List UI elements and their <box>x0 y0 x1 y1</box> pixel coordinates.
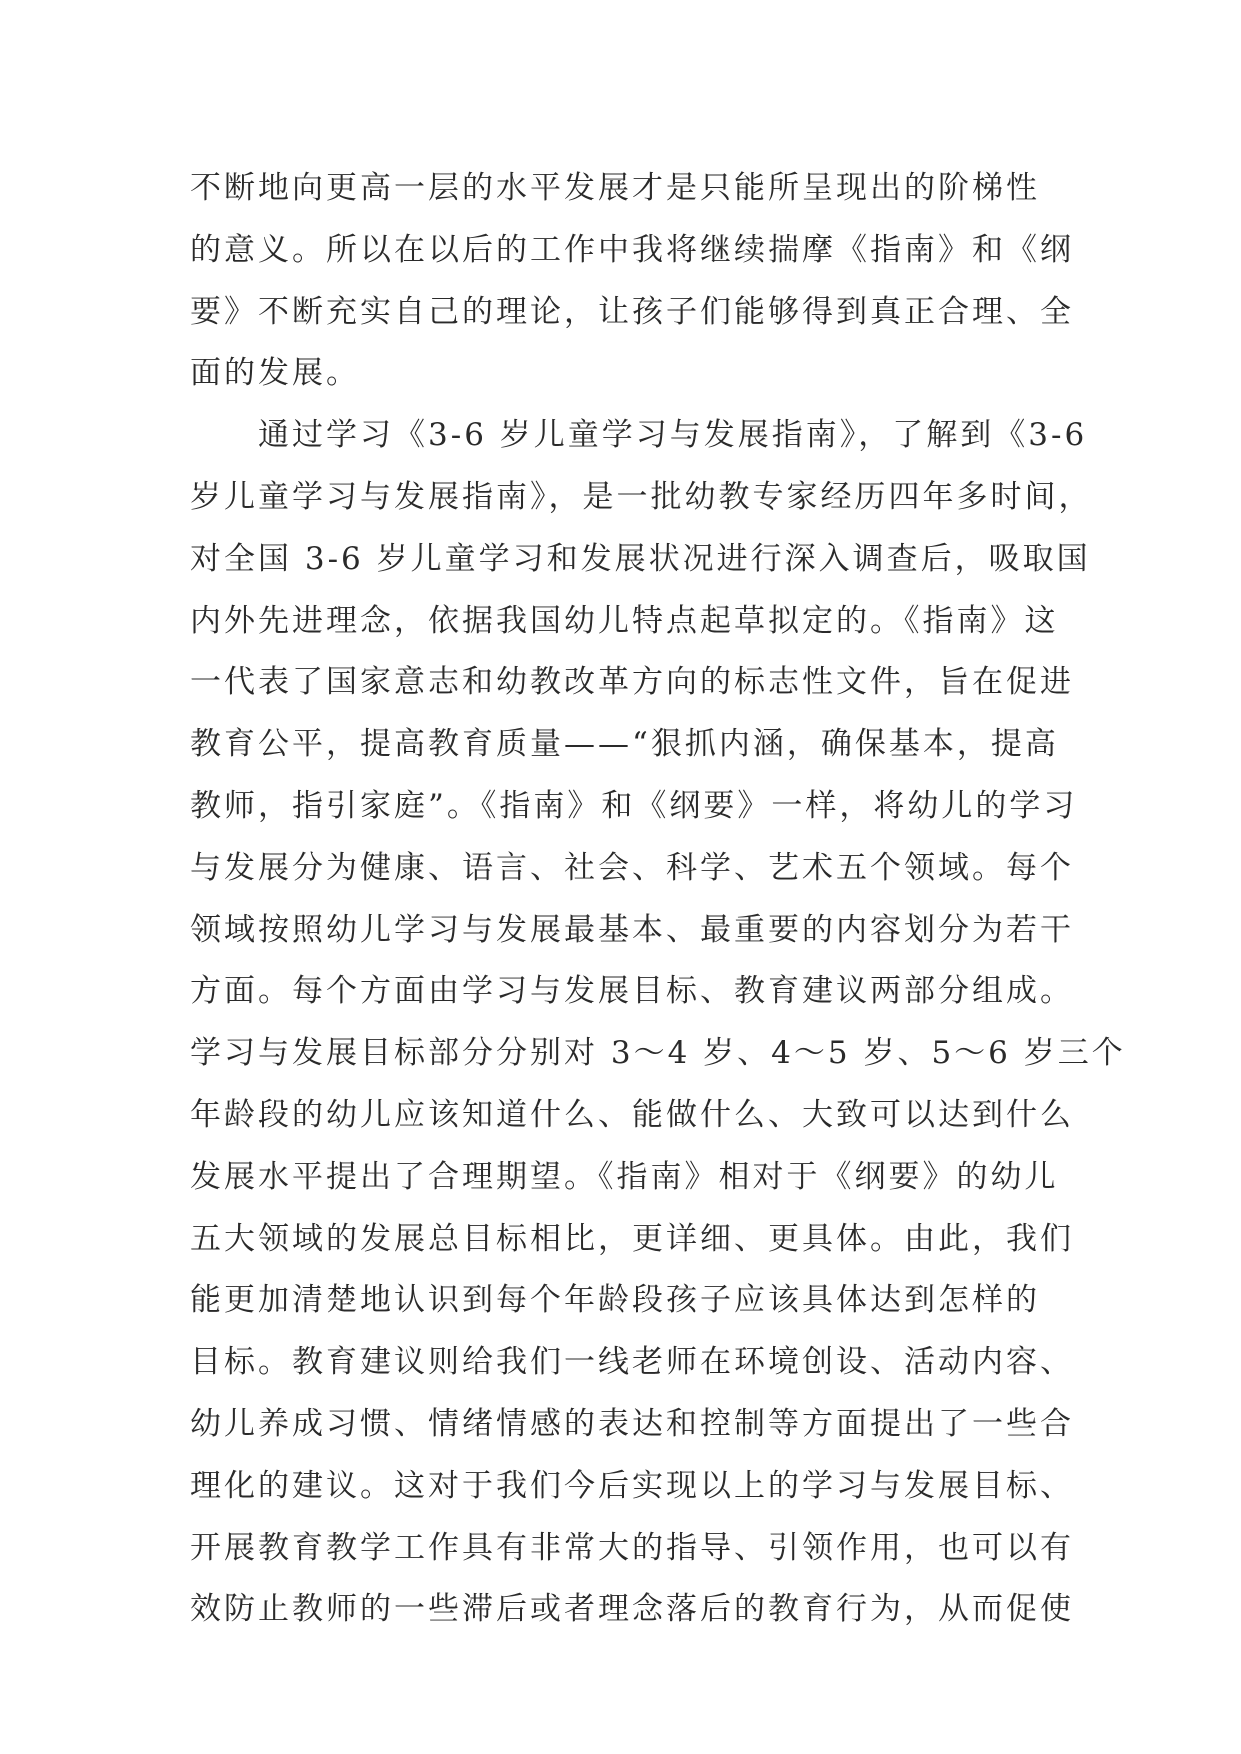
text-line: 目标。教育建议则给我们一线老师在环境创设、活动内容、 <box>190 1344 1074 1381</box>
text-line: 面的发展。 <box>190 355 360 392</box>
text-line: 一代表了国家意志和幼教改革方向的标志性文件，旨在促进 <box>190 664 1074 701</box>
text-line: 要》不断充实自己的理论，让孩子们能够得到真正合理、全 <box>190 293 1074 330</box>
text-line: 与发展分为健康、语言、社会、科学、艺术五个领域。每个 <box>190 849 1074 886</box>
body-text <box>190 158 1126 1641</box>
text-line: 岁儿童学习与发展指南》，是一批幼教专家经历四年多时间， <box>190 478 1093 515</box>
text-line: 能更加清楚地认识到每个年龄段孩子应该具体达到怎样的 <box>190 1282 1040 1319</box>
text-line: 理化的建议。这对于我们今后实现以上的学习与发展目标、 <box>190 1467 1074 1504</box>
text-line: 方面。每个方面由学习与发展目标、教育建议两部分组成。 <box>190 973 1074 1010</box>
text-line: 教师，指引家庭”。《指南》和《纲要》一样，将幼儿的学习 <box>190 787 1078 824</box>
text-line: 效防止教师的一些滞后或者理念落后的教育行为，从而促使 <box>190 1591 1074 1628</box>
text-line: 年龄段的幼儿应该知道什么、能做什么、大致可以达到什么 <box>190 1096 1074 1133</box>
text-line: 内外先进理念，依据我国幼儿特点起草拟定的。《指南》这 <box>190 602 1059 639</box>
paragraph-start-line: 通过学习《3-6 岁儿童学习与发展指南》，了解到《3-6 <box>190 417 1088 454</box>
text-line: 对全国 3-6 岁儿童学习和发展状况进行深入调查后，吸取国 <box>190 540 1091 577</box>
text-line: 的意义。所以在以后的工作中我将继续揣摩《指南》和《纲 <box>190 231 1074 268</box>
text-line: 开展教育教学工作具有非常大的指导、引领作用，也可以有 <box>190 1529 1074 1566</box>
text-line: 幼儿养成习惯、情绪情感的表达和控制等方面提出了一些合 <box>190 1405 1074 1442</box>
text-line: 发展水平提出了合理期望。《指南》相对于《纲要》的幼儿 <box>190 1158 1059 1195</box>
text-line: 学习与发展目标部分分别对 3～4 岁、4～5 岁、5～6 岁三个 <box>190 1035 1126 1072</box>
text-line: 五大领域的发展总目标相比，更详细、更具体。由此，我们 <box>190 1220 1074 1257</box>
text-line: 领域按照幼儿学习与发展最基本、最重要的内容划分为若干 <box>190 911 1074 948</box>
text-line: 不断地向更高一层的水平发展才是只能所呈现出的阶梯性 <box>190 170 1040 206</box>
text-line: 教育公平，提高教育质量——“狠抓内涵，确保基本，提高 <box>190 726 1059 763</box>
